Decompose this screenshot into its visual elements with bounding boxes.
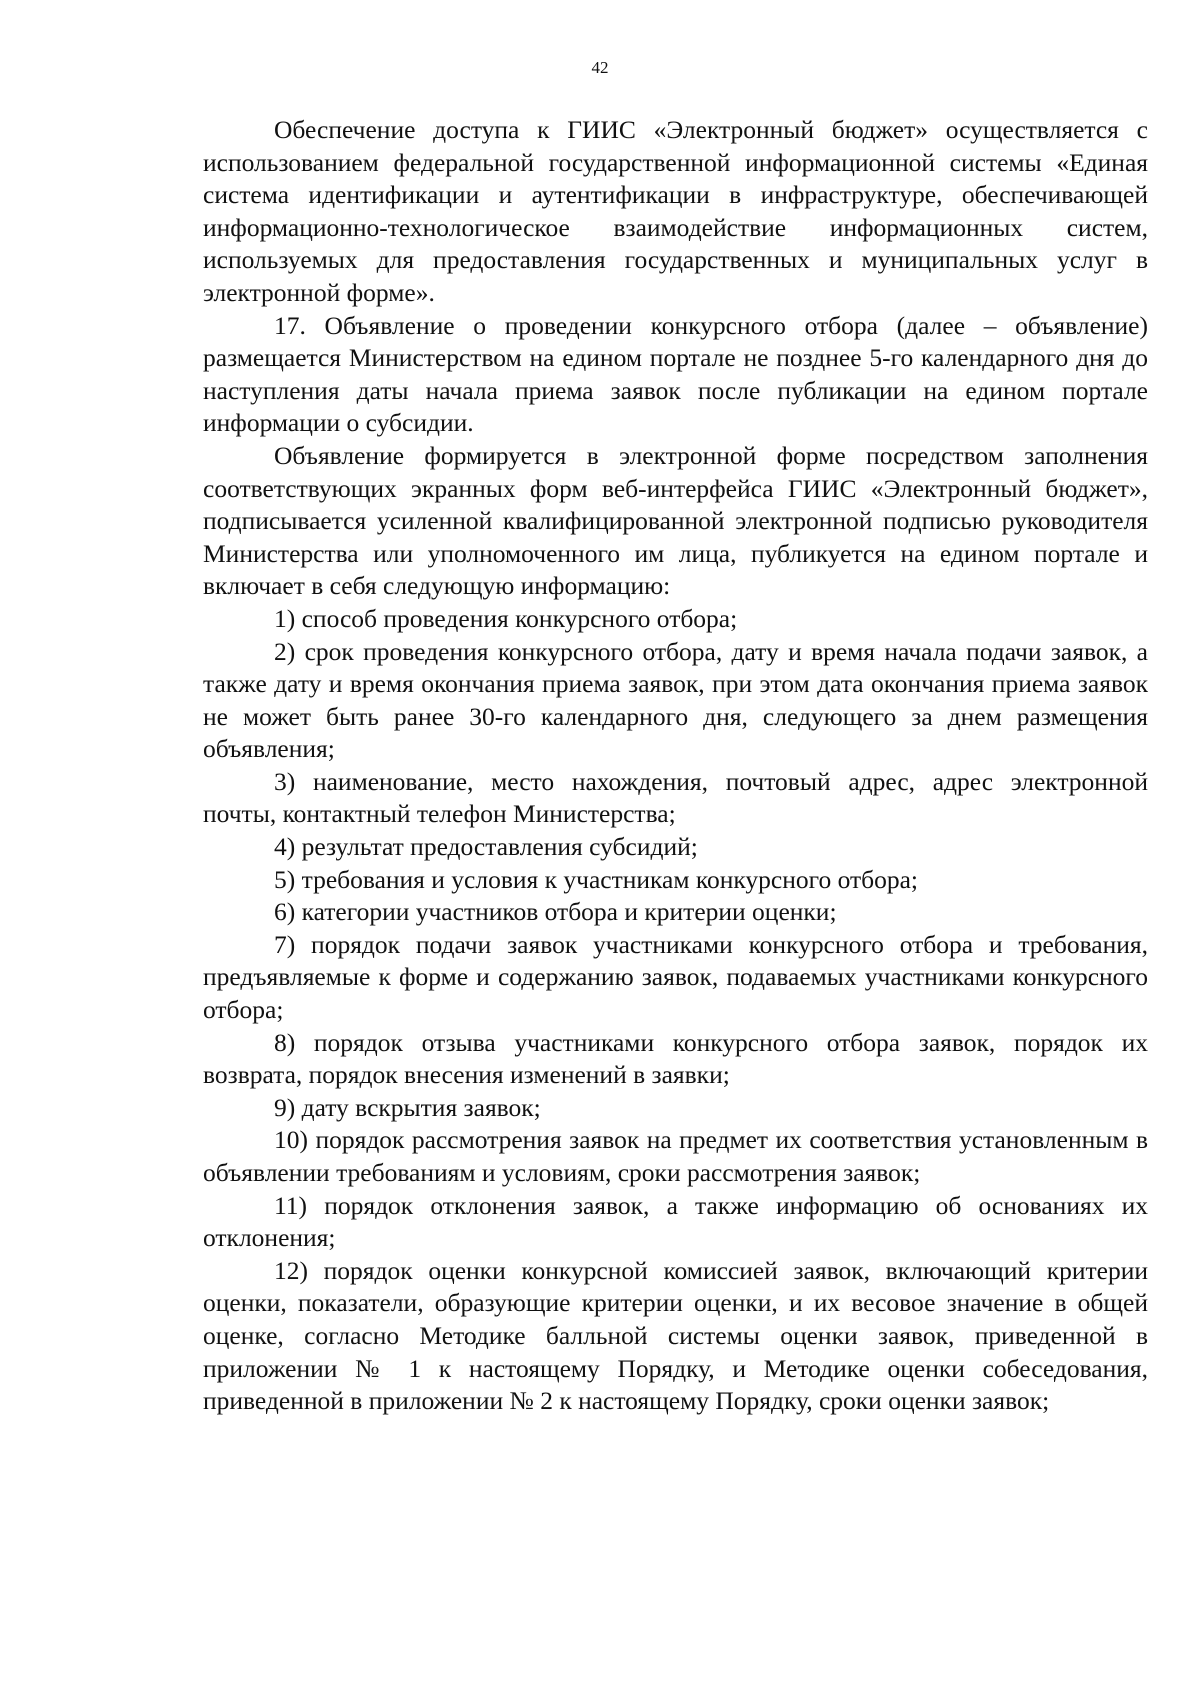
paragraph-17-announcement: 17. Объявление о проведении конкурсного отбора (далее – объявление) размещается Министерством на едином портале не позднее 5-го календарного дня до наступления даты начала приема заявок после публикации на едином портале информации о субсидии. (203, 310, 1148, 438)
list-item-4: 4) результат предоставления субсидий; (274, 832, 698, 862)
page-number: 42 (591, 58, 609, 77)
paragraph-access-giis: Обеспечение доступа к ГИИС «Электронный бюджет» осуществляется с использованием федеральной государственной информационной системы «Единая система идентификации и аутентификации в инфраструктуре, обеспечивающей информационно-технологическое взаимодействие информационных систем, используемых для предоставления государственных и муниципальных услуг в электронной форме». (203, 115, 1148, 307)
list-item-2: 2) срок проведения конкурсного отбора, дату и время начала подачи заявок, а также дату и время окончания приема заявок, при этом дата окончания приема заявок не может быть ранее 30-го календарного дня, следующего за днем размещения объявления; (203, 636, 1148, 764)
list-item-7: 7) порядок подачи заявок участниками конкурсного отбора и требования, предъявляемые к форме и содержанию заявок, подаваемых участниками конкурсного отбора; (203, 929, 1148, 1025)
list-item-10: 10) порядок рассмотрения заявок на предмет их соответствия установленным в объявлении требованиям и условиям, сроки рассмотрения заявок; (203, 1125, 1148, 1187)
list-item-9: 9) дату вскрытия заявок; (274, 1092, 541, 1122)
list-item-1: 1) способ проведения конкурсного отбора; (274, 603, 738, 633)
list-item-6: 6) категории участников отбора и критерии оценки; (274, 897, 837, 927)
list-item-8: 8) порядок отзыва участниками конкурсного отбора заявок, порядок их возврата, порядок внесения изменений в заявки; (203, 1027, 1148, 1090)
list-item-3: 3) наименование, место нахождения, почтовый адрес, адрес электронной почты, контактный телефон Министерства; (203, 766, 1148, 829)
document-body (203, 114, 1148, 1418)
list-item-11: 11) порядок отклонения заявок, а также информацию об основаниях их отклонения; (203, 1190, 1148, 1253)
list-item-12: 12) порядок оценки конкурсной комиссией заявок, включающий критерии оценки, показатели, образующие критерии оценки, и их весовое значение в общей оценке, согласно Методике балльной системы оценки заявок, приведенной в приложении № 1 к настоящему Порядку, и Методике оценки собеседования, приведенной в приложении № 2 к настоящему Порядку, сроки оценки заявок; (203, 1255, 1148, 1416)
paragraph-announcement-form: Объявление формируется в электронной форме посредством заполнения соответствующих экранных форм веб-интерфейса ГИИС «Электронный бюджет», подписывается усиленной квалифицированной электронной подписью руководителя Министерства или уполномоченного им лица, публикуется на едином портале и включает в себя следующую информацию: (203, 440, 1148, 601)
list-item-5: 5) требования и условия к участникам конкурсного отбора; (274, 864, 918, 894)
